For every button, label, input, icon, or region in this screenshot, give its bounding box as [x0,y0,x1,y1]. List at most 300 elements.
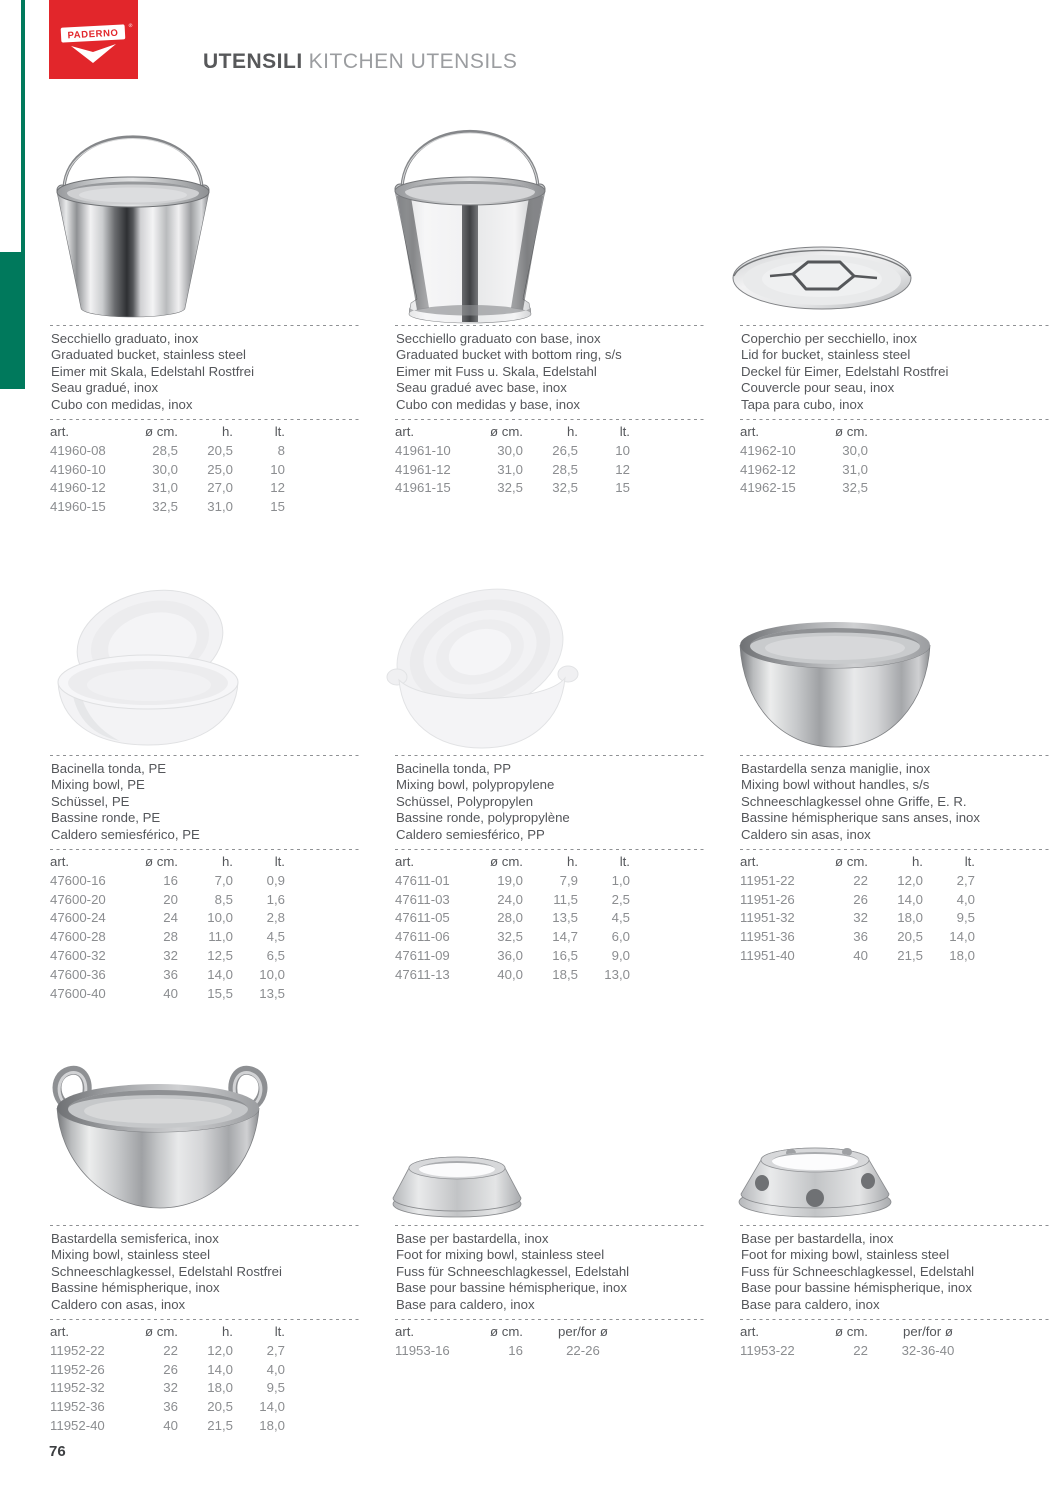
spec-header-row [395,852,630,871]
spec-cell: 9,5 [956,910,975,926]
mixing-bowl-with-handles-image [45,1058,275,1228]
spec-cell: 36,0 [497,947,523,963]
spec-cell: 31,0 [207,499,233,515]
spec-row [395,1341,643,1360]
spec-cell: 30,0 [842,442,868,458]
spec-header-row [395,422,630,441]
spec-row [395,908,630,927]
spec-col-header: h. [221,1323,233,1339]
spec-cell: 26 [853,891,868,907]
mixing-bowl-pp-image [385,582,580,759]
spec-col-header: art. [740,1323,760,1339]
spec-cell: 32 [853,910,868,926]
spec-row [395,478,630,497]
spec-cell: 1,6 [266,891,285,907]
spec-cell: 16 [163,872,178,888]
spec-cell: 22 [853,872,868,888]
spec-cell: 47600-20 [50,891,106,907]
product-card-mixing-bowl-without-handles [740,755,1052,965]
spec-cell: 41960-15 [50,499,106,515]
dashed-divider [740,849,1052,850]
spec-cell: 47600-16 [50,872,106,888]
spec-header-row [395,1322,643,1341]
graduated-bucket-image [48,106,218,329]
spec-cell: 12,5 [207,947,233,963]
spec-row [50,441,285,460]
spec-cell: 22 [163,1342,178,1358]
spec-cell: 47600-40 [50,985,106,1001]
product-desc-line: Tapa para cubo, inox [741,396,864,412]
spec-cell: 2,8 [266,910,285,926]
spec-cell: 11953-16 [395,1342,450,1358]
spec-cell: 15 [270,499,285,515]
product-card-bucket-lid [740,325,1052,497]
spec-cell: 11952-40 [50,1417,105,1433]
product-desc-line: Schneeschlagkessel ohne Griffe, E. R. [741,793,967,809]
spec-cell: 2,7 [956,872,975,888]
spec-row [50,1397,285,1416]
product-card-graduated-bucket [50,325,362,516]
spec-row [740,890,975,909]
foot-hole [755,1175,769,1191]
spec-cell: 11951-36 [740,929,795,945]
spec-cell: 41961-10 [395,442,451,458]
spec-row [50,946,285,965]
product-desc-line: Seau gradué, inox [51,380,159,396]
product-descriptions [740,1226,1052,1319]
spec-col-header: ø cm. [835,423,868,439]
product-descriptions [50,326,362,419]
spec-col-header: ø cm. [145,853,178,869]
spec-cell: 41961-12 [395,461,451,477]
spec-table [395,852,630,984]
spec-cell: 9,0 [611,947,630,963]
spec-cell: 1,0 [611,872,630,888]
page-title [203,50,517,74]
spec-row [740,1341,988,1360]
product-desc-line: Bacinella tonda, PP [396,761,512,776]
product-desc-line: Mixing bowl without handles, s/s [741,777,930,793]
spec-cell: 40 [163,985,178,1001]
spec-cell: 11952-26 [50,1361,105,1377]
product-desc-line: Bassine hémispherique, inox [51,1280,220,1296]
product-desc-line: Bassine ronde, polypropylène [396,810,570,826]
spec-row [740,871,975,890]
spec-cell: 10,0 [207,910,233,926]
product-desc-line: Mixing bowl, stainless steel [51,1247,211,1263]
spec-cell: 41962-15 [740,480,796,496]
paderno-logo-art [49,0,138,79]
product-desc-line: Caldero sin asas, inox [741,826,871,842]
spec-col-header: ø cm. [490,853,523,869]
spec-col-header: ø cm. [145,1323,178,1339]
spec-cell: 47600-36 [50,966,106,982]
product-desc-line: Secchiello graduato, inox [51,331,199,346]
spec-cell: 32,5 [842,480,868,496]
spec-cell: 14,7 [552,929,578,945]
spec-cell: 8 [277,442,285,458]
spec-cell: 11,5 [553,891,578,907]
spec-cell: 12 [270,480,285,496]
product-desc-line: Deckel für Eimer, Edelstahl Rostfrei [741,363,949,379]
spec-row [395,871,630,890]
foot-hole [861,1173,875,1189]
spec-col-header: ø cm. [490,423,523,439]
dashed-divider [50,849,362,850]
spec-cell: 41960-10 [50,461,106,477]
product-desc-line: Bastardella senza maniglie, inox [741,761,931,776]
spec-cell: 36 [163,966,178,982]
product-desc-line: Caldero semiesférico, PE [51,826,200,842]
spec-cell: 32,5 [552,480,578,496]
spec-cell: 24 [163,910,178,926]
spec-cell: 41961-15 [395,480,451,496]
spec-row [395,946,630,965]
spec-cell: 4,0 [956,891,975,907]
spec-row [50,1341,285,1360]
spec-row [740,478,868,497]
registered-mark: ® [128,22,133,30]
spec-cell: 14,0 [949,929,975,945]
spec-row [395,927,630,946]
product-descriptions [740,326,1052,419]
spec-cell: 41960-12 [50,480,106,496]
spec-cell: 20,5 [207,1399,233,1415]
spec-cell: 10 [270,461,285,477]
logo-chevron [71,44,116,63]
spec-cell: 30,0 [497,442,523,458]
spec-cell: 11,0 [208,929,233,945]
spec-cell: 28,5 [152,442,178,458]
product-desc-line: Secchiello graduato con base, inox [396,331,601,346]
spec-cell: 41962-10 [740,442,796,458]
spec-cell: 14,0 [207,966,233,982]
spec-cell: 11951-22 [740,872,795,888]
spec-cell: 7,0 [214,872,233,888]
dashed-divider [395,849,707,850]
spec-cell: 0,9 [266,872,285,888]
spec-cell: 20,5 [207,442,233,458]
product-desc-line: Schneeschlagkessel, Edelstahl Rostfrei [51,1263,282,1279]
spec-table [395,1322,643,1360]
spec-col-header: lt. [619,853,630,869]
spec-cell: 18,0 [207,1380,233,1396]
product-desc-line: Bastardella semisferica, inox [51,1231,219,1246]
spec-col-header: art. [395,853,415,869]
spec-cell: 30,0 [152,461,178,477]
spec-col-header: lt. [274,1323,285,1339]
product-descriptions [395,756,707,849]
spec-cell: 47611-03 [395,891,450,907]
spec-cell: 32-36-40 [901,1342,955,1358]
product-card-mixing-bowl-with-handles [50,1225,362,1435]
spec-col-header: h. [566,423,578,439]
product-desc-line: Fuss für Schneeschlagkessel, Edelstahl [396,1263,630,1279]
spec-col-header: art. [50,423,70,439]
bowl-foot-image [390,1146,525,1225]
spec-table [740,852,975,965]
spec-row [740,441,868,460]
spec-cell: 16,5 [552,947,578,963]
spec-col-header: lt. [619,423,630,439]
spec-col-header: lt. [274,423,285,439]
spec-row [50,871,285,890]
paderno-logo [49,0,138,79]
spec-header-row [50,852,285,871]
product-desc-line: Couvercle pour seau, inox [741,380,895,396]
spec-cell: 11951-32 [740,910,795,926]
spec-cell: 11952-32 [50,1380,105,1396]
spec-cell: 40 [163,1417,178,1433]
spec-cell: 2,7 [266,1342,285,1358]
product-card-mixing-bowl-pp [395,755,707,984]
page-number: 76 [49,1443,66,1460]
dashed-divider [395,1319,707,1320]
spec-table [50,1322,285,1435]
spec-cell: 22 [853,1342,868,1358]
product-desc-line: Eimer mit Fuss u. Skala, Edelstahl [396,363,597,379]
product-desc-line: Bassine ronde, PE [51,810,161,826]
spec-col-header: art. [395,1323,415,1339]
dashed-divider [740,1319,1052,1320]
spec-cell: 40 [853,947,868,963]
product-desc-line: Mixing bowl, polypropylene [396,777,555,793]
spec-row [50,890,285,909]
product-desc-line: Schüssel, Polypropylen [396,793,534,809]
spec-col-header: art. [740,853,760,869]
spec-cell: 15,5 [207,985,233,1001]
spec-header-row [740,852,975,871]
spec-cell: 27,0 [207,480,233,496]
spec-cell: 36 [163,1399,178,1415]
spec-cell: 16 [508,1342,523,1358]
spec-cell: 4,5 [611,910,630,926]
spec-cell: 18,0 [259,1417,285,1433]
spec-col-header: h. [221,853,233,869]
spec-row [395,890,630,909]
spec-cell: 47600-24 [50,910,106,926]
product-desc-line: Schüssel, PE [51,793,130,809]
mixing-bowl-without-handles-image [735,615,935,760]
spec-row [395,441,630,460]
product-desc-line: Base para caldero, inox [741,1296,880,1312]
spec-cell: 31,0 [497,461,523,477]
spec-table [50,852,285,1002]
dashed-divider [50,419,362,420]
spec-cell: 11951-26 [740,891,795,907]
spec-col-header: ø cm. [835,1323,868,1339]
spec-cell: 20 [163,891,178,907]
dashed-divider [395,419,707,420]
spec-cell: 14,0 [897,891,923,907]
dashed-divider [740,419,1052,420]
page-title-secondary: KITCHEN UTENSILS [308,50,518,73]
product-desc-line: Eimer mit Skala, Edelstahl Rostfrei [51,363,255,379]
graduated-bucket-with-base-image [385,103,555,330]
spec-cell: 47611-06 [395,929,450,945]
spec-row [395,965,630,984]
bucket-reinforcement-strip [462,199,478,322]
spec-cell: 10 [615,442,630,458]
spec-row [50,927,285,946]
spec-cell: 7,9 [559,872,578,888]
spec-cell: 13,0 [604,966,630,982]
product-desc-line: Foot for mixing bowl, stainless steel [741,1247,950,1263]
spec-row [50,1360,285,1379]
product-descriptions [50,756,362,849]
product-desc-line: Bassine hémispherique sans anses, inox [741,810,980,826]
product-desc-line: Cubo con medidas y base, inox [396,396,581,412]
spec-col-header: per/for ø [903,1323,953,1339]
product-descriptions [740,756,1052,849]
spec-cell: 47611-01 [395,872,450,888]
spec-col-header: h. [911,853,923,869]
spec-cell: 11951-40 [740,947,795,963]
spec-cell: 32,5 [497,480,523,496]
green-accent-bar [0,252,25,389]
spec-cell: 47600-28 [50,929,106,945]
spec-cell: 12,0 [207,1342,233,1358]
spec-row [50,908,285,927]
spec-cell: 11952-22 [50,1342,105,1358]
spec-col-header: ø cm. [145,423,178,439]
spec-cell: 47600-32 [50,947,106,963]
spec-col-header: art. [50,853,70,869]
spec-cell: 15 [615,480,630,496]
spec-cell: 41960-08 [50,442,106,458]
spec-row [50,460,285,479]
spec-table [740,422,868,497]
green-accent-line [21,0,25,252]
product-desc-line: Base per bastardella, inox [741,1231,894,1246]
spec-cell: 31,0 [842,461,868,477]
product-card-graduated-bucket-with-base [395,325,707,497]
product-desc-line: Coperchio per secchiello, inox [741,331,917,346]
spec-cell: 28,5 [552,461,578,477]
spec-cell: 11952-36 [50,1399,105,1415]
spec-col-header: per/for ø [558,1323,608,1339]
spec-cell: 18,0 [949,947,975,963]
product-card-mixing-bowl-pe [50,755,362,1002]
mixing-bowl-pe-image [50,580,250,755]
spec-header-row [740,422,868,441]
spec-cell: 32,5 [152,499,178,515]
spec-table [395,422,630,497]
product-desc-line: Caldero semiesférico, PP [396,826,545,842]
spec-row [50,497,285,516]
spec-row [50,1416,285,1435]
spec-row [50,984,285,1003]
product-desc-line: Seau gradué avec base, inox [396,380,567,396]
spec-cell: 31,0 [152,480,178,496]
spec-cell: 22-26 [566,1342,600,1358]
dashed-divider [50,1319,362,1320]
spec-table [740,1322,988,1360]
page-title-primary: UTENSILI [203,50,303,73]
spec-cell: 10,0 [259,966,285,982]
spec-row [740,927,975,946]
product-desc-line: Base pour bassine hémispherique, inox [396,1280,627,1296]
spec-cell: 11953-22 [740,1342,795,1358]
bowl-foot-with-holes-image [735,1136,895,1227]
spec-cell: 28 [163,929,178,945]
spec-cell: 12 [615,461,630,477]
spec-row [395,460,630,479]
spec-col-header: ø cm. [490,1323,523,1339]
spec-cell: 13,5 [259,985,285,1001]
spec-cell: 32 [163,947,178,963]
spec-cell: 26 [163,1361,178,1377]
spec-cell: 19,0 [497,872,523,888]
spec-cell: 21,5 [207,1417,233,1433]
spec-row [740,460,868,479]
spec-col-header: ø cm. [835,853,868,869]
spec-cell: 8,5 [214,891,233,907]
spec-row [50,965,285,984]
spec-cell: 18,5 [552,966,578,982]
product-desc-line: Base per bastardella, inox [396,1231,549,1246]
spec-row [740,946,975,965]
product-desc-line: Foot for mixing bowl, stainless steel [396,1247,605,1263]
spec-cell: 25,0 [207,461,233,477]
spec-header-row [740,1322,988,1341]
product-descriptions [395,326,707,419]
product-card-bowl-foot-with-holes [740,1225,1052,1360]
spec-cell: 4,0 [266,1361,285,1377]
spec-cell: 47611-09 [395,947,450,963]
spec-row [740,908,975,927]
product-desc-line: Cubo con medidas, inox [51,396,193,412]
spec-cell: 36 [853,929,868,945]
spec-cell: 32 [163,1380,178,1396]
spec-cell: 26,5 [552,442,578,458]
spec-cell: 40,0 [497,966,523,982]
product-desc-line: Caldero con asas, inox [51,1296,186,1312]
product-card-bowl-foot [395,1225,707,1360]
spec-cell: 32,5 [497,929,523,945]
product-desc-line: Mixing bowl, PE [51,777,145,793]
spec-col-header: art. [50,1323,70,1339]
product-desc-line: Fuss für Schneeschlagkessel, Edelstahl [741,1263,975,1279]
spec-col-header: h. [566,853,578,869]
spec-row [50,1378,285,1397]
spec-cell: 6,0 [611,929,630,945]
spec-cell: 4,5 [266,929,285,945]
product-desc-line: Graduated bucket with bottom ring, s/s [396,347,622,363]
spec-cell: 2,5 [611,891,630,907]
spec-header-row [50,422,285,441]
spec-row [50,478,285,497]
spec-table [50,422,285,516]
spec-cell: 41962-12 [740,461,796,477]
product-desc-line: Lid for bucket, stainless steel [741,347,911,363]
product-desc-line: Base para caldero, inox [396,1296,535,1312]
spec-cell: 20,5 [897,929,923,945]
spec-cell: 47611-05 [395,910,450,926]
spec-cell: 47611-13 [395,966,450,982]
product-desc-line: Bacinella tonda, PE [51,761,167,776]
product-descriptions [395,1226,707,1319]
paderno-wordmark: PADERNO [67,27,119,42]
spec-col-header: lt. [964,853,975,869]
spec-col-header: art. [395,423,415,439]
spec-cell: 9,5 [266,1380,285,1396]
spec-col-header: art. [740,423,760,439]
spec-header-row [50,1322,285,1341]
product-desc-line: Graduated bucket, stainless steel [51,347,246,363]
spec-col-header: lt. [274,853,285,869]
spec-cell: 18,0 [897,910,923,926]
